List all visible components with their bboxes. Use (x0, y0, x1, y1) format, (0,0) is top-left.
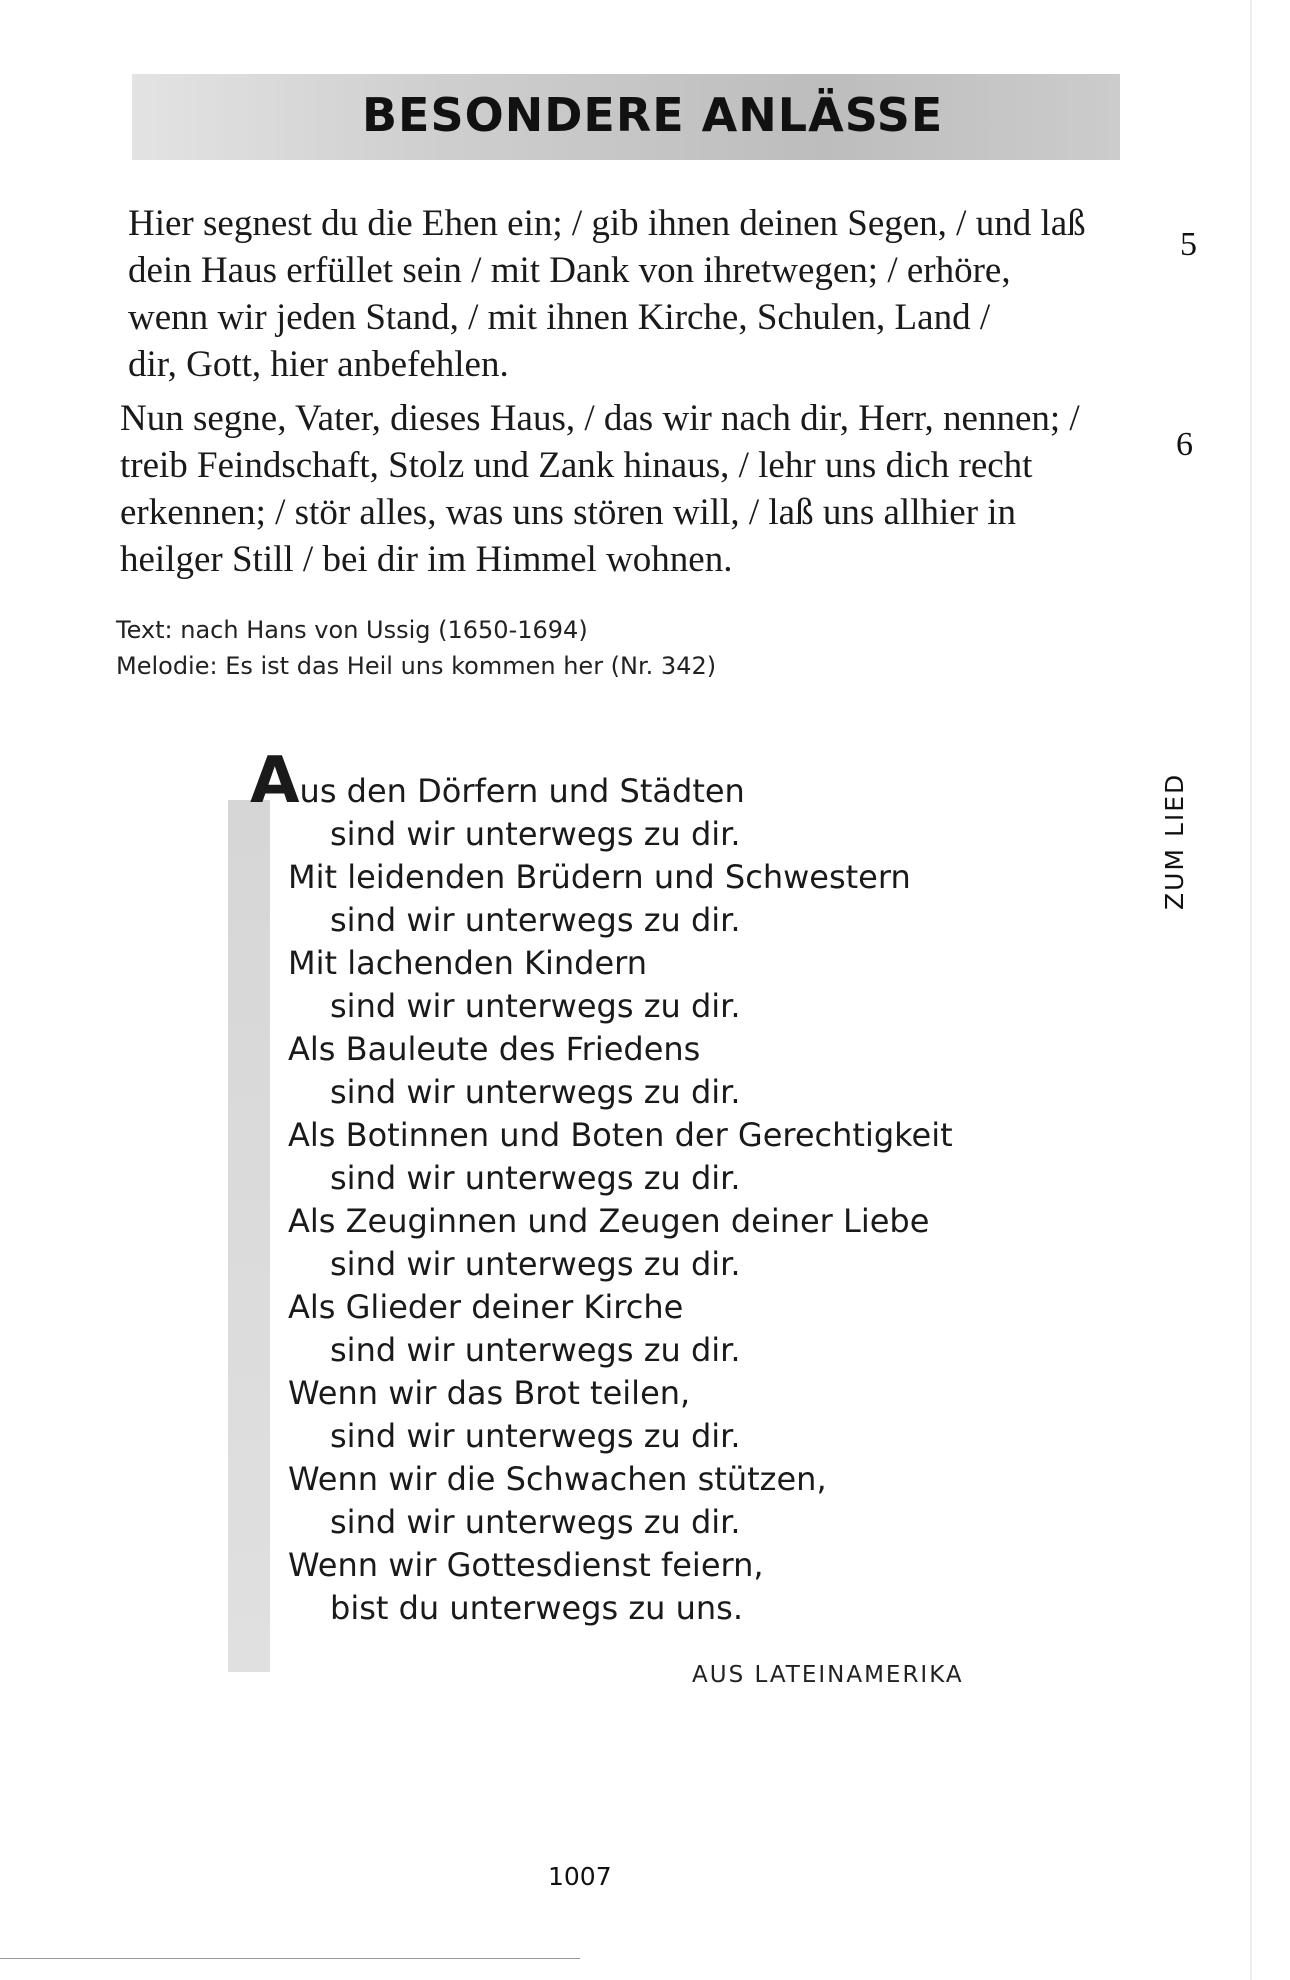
stanza-line: Hier segnest du die Ehen ein; / gib ihnen deinen Segen, / und laß (128, 203, 1086, 244)
poem-line: Wenn wir das Brot teilen, (288, 1374, 691, 1412)
poem-refrain: sind wir unterwegs zu dir. (330, 1417, 741, 1455)
poem-refrain: sind wir unterwegs zu dir. (330, 1073, 741, 1111)
stanza-number-5: 5 (1180, 226, 1197, 263)
poem-final-refrain: bist du unterwegs zu uns. (330, 1589, 743, 1627)
credits (116, 612, 716, 684)
drop-cap: A (250, 744, 300, 818)
poem-source: AUS LATEINAMERIKA (692, 1662, 964, 1688)
poem-line: Als Botinnen und Boten der Gerechtigkeit (288, 1116, 953, 1154)
poem-refrain: sind wir unterwegs zu dir. (330, 901, 741, 939)
poem-refrain: sind wir unterwegs zu dir. (330, 1331, 741, 1369)
side-label: ZUM LIED (1160, 772, 1189, 910)
poem-line: Mit leidenden Brüdern und Schwestern (288, 858, 911, 896)
poem-line: Als Zeuginnen und Zeugen deiner Liebe (288, 1202, 930, 1240)
poem (250, 744, 953, 1630)
poem-line: Als Glieder deiner Kirche (288, 1288, 684, 1326)
stanza-line: erkennen; / stör alles, was uns stören will, / laß uns allhier in (120, 492, 1017, 533)
page-edge (1250, 0, 1252, 1980)
stanza-6 (120, 395, 1110, 583)
poem-line: Mit lachenden Kindern (288, 944, 648, 982)
stanza-line: dir, Gott, hier anbefehlen. (128, 344, 509, 385)
text-credit: Text: nach Hans von Ussig (1650-1694) (116, 616, 588, 644)
poem-refrain: sind wir unterwegs zu dir. (330, 815, 741, 853)
poem-line: Als Bauleute des Friedens (288, 1030, 701, 1068)
poem-line: us den Dörfern und Städten (299, 772, 745, 810)
poem-first-line (250, 744, 953, 818)
stanza-line: dein Haus erfüllet sein / mit Dank von ihretwegen; / erhöre, (128, 250, 1011, 291)
bottom-rule (0, 1958, 580, 1959)
poem-line: Wenn wir Gottesdienst feiern, (288, 1546, 764, 1584)
stanza-number-6: 6 (1176, 426, 1193, 463)
page-number: 1007 (548, 1862, 612, 1891)
section-title: BESONDERE ANLÄSSE (362, 88, 944, 142)
poem-refrain: sind wir unterwegs zu dir. (330, 1245, 741, 1283)
poem-refrain: sind wir unterwegs zu dir. (330, 1159, 741, 1197)
poem-refrain: sind wir unterwegs zu dir. (330, 987, 741, 1025)
stanza-line: heilger Still / bei dir im Himmel wohnen. (120, 539, 733, 580)
stanza-5 (128, 200, 1118, 388)
poem-refrain: sind wir unterwegs zu dir. (330, 1503, 741, 1541)
stanza-line: wenn wir jeden Stand, / mit ihnen Kirche, Schulen, Land / (128, 297, 991, 338)
stanza-line: treib Feindschaft, Stolz und Zank hinaus, / lehr uns dich recht (120, 445, 1033, 486)
melody-credit: Melodie: Es ist das Heil uns kommen her (Nr. 342) (116, 652, 717, 680)
stanza-line: Nun segne, Vater, dieses Haus, / das wir nach dir, Herr, nennen; / (120, 398, 1080, 439)
poem-line: Wenn wir die Schwachen stützen, (288, 1460, 827, 1498)
